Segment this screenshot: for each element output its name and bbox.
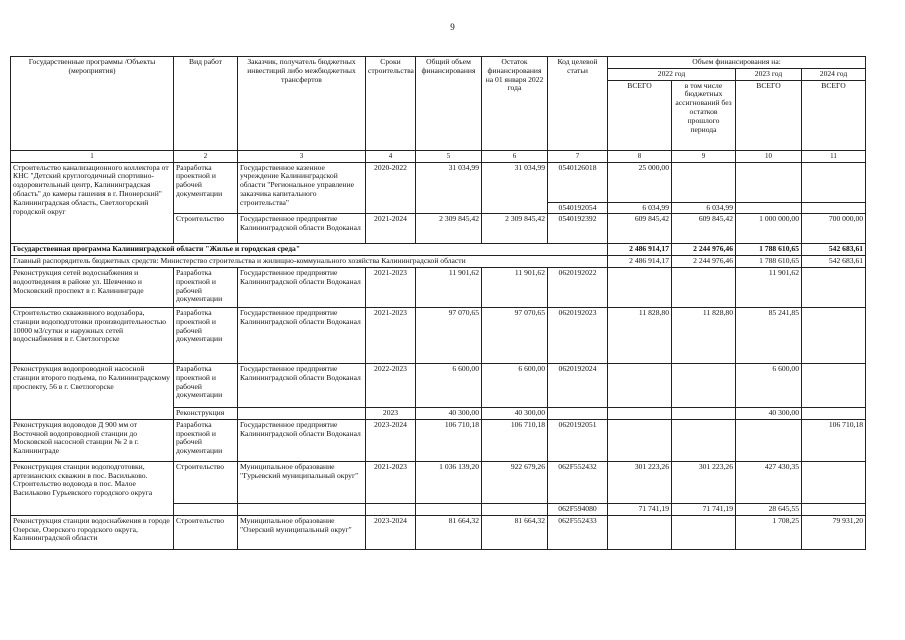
total-volume: 81 664,32: [416, 515, 482, 549]
total-volume: [416, 503, 482, 515]
customer: Государственное предприятие Калининградской области Водоканал: [238, 307, 366, 363]
column-number: 2: [174, 150, 238, 162]
program-label: Государственная программа Калининградской области "Жилье и городская среда": [11, 244, 608, 256]
column-number: 11: [802, 150, 866, 162]
target-code: 0620192051: [548, 419, 608, 461]
customer: Государственное предприятие Калининградской области Водоканал: [238, 267, 366, 307]
customer: Государственное казенное учреждение Калининградской области "Региональное управление заказчика капитального строительства": [238, 162, 366, 214]
value-2022-incl: 11 828,80: [672, 307, 736, 363]
value-2022-incl: [672, 267, 736, 307]
value-2022-incl: 71 741,19: [672, 503, 736, 515]
financing-table: [10, 56, 866, 550]
manager-total-row: [11, 256, 866, 268]
work-type: Разработка проектной и рабочей документации: [174, 363, 238, 407]
period: 2023: [366, 407, 416, 419]
table-row: [11, 162, 866, 202]
table-body: [11, 57, 866, 550]
header-total-2024: ВСЕГО: [802, 80, 866, 150]
total-volume: 6 600,00: [416, 363, 482, 407]
value-2023-total: 1 788 610,65: [736, 256, 802, 268]
column-number: 3: [238, 150, 366, 162]
header-period: Сроки строительства: [366, 57, 416, 151]
header-remaining: Остаток финансирования на 01 января 2022 года: [482, 57, 548, 151]
total-volume: 31 034,99: [416, 162, 482, 214]
customer: [238, 503, 366, 515]
column-number: 9: [672, 150, 736, 162]
value-2022-total: 2 486 914,17: [608, 244, 672, 256]
value-2022-total: [608, 515, 672, 549]
period: 2023-2024: [366, 515, 416, 549]
value-2023-total: 1 788 610,65: [736, 244, 802, 256]
object-name: Реконструкция водоводов Д 900 мм от Восточной водопроводной станции до Московской насосной станции № 2 в г. Калининграде: [11, 419, 174, 461]
value-2023-total: 40 300,00: [736, 407, 802, 419]
program-total-row: [11, 244, 866, 256]
table-row: [11, 515, 866, 549]
value-2023-total: 11 901,62: [736, 267, 802, 307]
total-volume: 2 309 845,42: [416, 214, 482, 244]
object-name: Реконструкция сетей водоснабжения и водоотведения в районе ул. Шевченко и Московский проспект в г. Калининграде: [11, 267, 174, 307]
work-type: Разработка проектной и рабочей документации: [174, 307, 238, 363]
period: 2020-2022: [366, 162, 416, 214]
value-2022-incl: 6 034,99: [672, 202, 736, 214]
remaining: 40 300,00: [482, 407, 548, 419]
work-type: Строительство: [174, 214, 238, 244]
target-code: [548, 407, 608, 419]
period: 2021-2023: [366, 267, 416, 307]
header-objects: Государственные программы /Объекты (мероприятия): [11, 57, 174, 151]
value-2022-incl: 609 845,42: [672, 214, 736, 244]
value-2022-incl: [672, 162, 736, 202]
value-2022-total: [608, 267, 672, 307]
value-2024-total: [802, 162, 866, 202]
value-2023-total: 427 430,35: [736, 461, 802, 503]
column-number: 7: [548, 150, 608, 162]
target-code: 062F594080: [548, 503, 608, 515]
value-2023-total: 1 000 000,00: [736, 214, 802, 244]
column-number-row: [11, 150, 866, 162]
target-code: 0620192024: [548, 363, 608, 407]
customer: Государственное предприятие Калининградской области Водоканал: [238, 214, 366, 244]
value-2023-total: [736, 202, 802, 214]
value-2022-total: 6 034,99: [608, 202, 672, 214]
header-year-2022: 2022 год: [608, 68, 736, 80]
header-code: Код целевой статьи: [548, 57, 608, 151]
value-2024-total: [802, 407, 866, 419]
value-2023-total: [736, 419, 802, 461]
total-volume: 40 300,00: [416, 407, 482, 419]
value-2024-total: [802, 503, 866, 515]
value-2022-total: [608, 419, 672, 461]
period: 2022-2023: [366, 363, 416, 407]
column-number: 8: [608, 150, 672, 162]
value-2024-total: [802, 307, 866, 363]
object-name: Строительство канализационного коллектора от КНС "Детский круглогодичный спортивно-оздоровительный центр, Калининградская область" до камеры гашения в г. Пионерский" Калининградская область, Светлогорский городской округ: [11, 162, 174, 244]
remaining: 106 710,18: [482, 419, 548, 461]
target-code: 062F552432: [548, 461, 608, 503]
value-2024-total: 106 710,18: [802, 419, 866, 461]
column-number: 4: [366, 150, 416, 162]
value-2024-total: 700 000,00: [802, 214, 866, 244]
remaining: 11 901,62: [482, 267, 548, 307]
table-row: [11, 267, 866, 307]
value-2023-total: 28 645,55: [736, 503, 802, 515]
object-name: Строительство скважинного водозабора, станции водоподготовки производительностью 10000 м3/сутки и наружных сетей водоснабжения в г. Светлогорске: [11, 307, 174, 363]
value-2022-total: 301 223,26: [608, 461, 672, 503]
value-2022-incl: [672, 419, 736, 461]
remaining: 31 034,99: [482, 162, 548, 214]
remaining: 2 309 845,42: [482, 214, 548, 244]
value-2023-total: [736, 162, 802, 202]
value-2024-total: [802, 202, 866, 214]
object-name: Реконструкция станции водоснабжения в городе Озерске, Озерского городского округа, Калининградской области: [11, 515, 174, 549]
table-row: [11, 363, 866, 407]
value-2022-incl: [672, 515, 736, 549]
table-row: [11, 419, 866, 461]
value-2022-total: 2 486 914,17: [608, 256, 672, 268]
value-2022-total: 25 000,00: [608, 162, 672, 202]
value-2024-total: 542 683,61: [802, 256, 866, 268]
remaining: 97 070,65: [482, 307, 548, 363]
total-volume: 106 710,18: [416, 419, 482, 461]
header-row: [11, 57, 866, 69]
value-2023-total: 6 600,00: [736, 363, 802, 407]
header-incl-2022: в том числе бюджетных ассигнований без остатков прошлого периода: [672, 80, 736, 150]
value-2024-total: [802, 267, 866, 307]
work-type: Разработка проектной и рабочей документации: [174, 419, 238, 461]
work-type: Разработка проектной и рабочей документации: [174, 162, 238, 214]
value-2024-total: [802, 363, 866, 407]
target-code: 0540126018: [548, 162, 608, 202]
target-code: 0620192022: [548, 267, 608, 307]
customer: Государственное предприятие Калининградской области Водоканал: [238, 419, 366, 461]
work-type: Реконструкция: [174, 407, 238, 419]
value-2024-total: [802, 461, 866, 503]
manager-label: Главный распорядитель бюджетных средств: Министерство строительства и жилищно-коммунального хозяйства Калининградской области: [11, 256, 608, 268]
target-code: 0540192054: [548, 202, 608, 214]
header-year-2024: 2024 год: [802, 68, 866, 80]
total-volume: 11 901,62: [416, 267, 482, 307]
header-total-volume: Общий объем финансирования: [416, 57, 482, 151]
value-2022-incl: [672, 407, 736, 419]
object-name: Реконструкция водопроводной насосной станции второго подъема, по Калининградскому проспекту, 56 в г. Светлогорске: [11, 363, 174, 419]
total-volume: 97 070,65: [416, 307, 482, 363]
header-year-2023: 2023 год: [736, 68, 802, 80]
value-2022-total: 11 828,80: [608, 307, 672, 363]
value-2024-total: 542 683,61: [802, 244, 866, 256]
value-2022-incl: 301 223,26: [672, 461, 736, 503]
work-type: Разработка проектной и рабочей документации: [174, 267, 238, 307]
target-code: 062F552433: [548, 515, 608, 549]
target-code: 0620192023: [548, 307, 608, 363]
remaining: [482, 503, 548, 515]
table-row: [11, 461, 866, 503]
period: 2021-2023: [366, 461, 416, 503]
column-number: 1: [11, 150, 174, 162]
work-type: Строительство: [174, 461, 238, 503]
value-2022-incl: 2 244 976,46: [672, 256, 736, 268]
value-2023-total: 85 241,85: [736, 307, 802, 363]
object-name: Реконструкция станции водоподготовки, артезианских скважин в пос. Васильково. Строительство водовода в пос. Малое Васильково Гурьевского городского округа: [11, 461, 174, 515]
customer: Муниципальное образование "Гурьевский муниципальный округ": [238, 461, 366, 503]
column-number: 10: [736, 150, 802, 162]
page-number: 9: [450, 22, 455, 32]
period: 2021-2024: [366, 214, 416, 244]
value-2022-total: [608, 363, 672, 407]
period: 2021-2023: [366, 307, 416, 363]
value-2022-total: [608, 407, 672, 419]
header-work-type: Вид работ: [174, 57, 238, 151]
remaining: 81 664,32: [482, 515, 548, 549]
header-customer: Заказчик, получатель бюджетных инвестиций либо межбюджетных трансфертов: [238, 57, 366, 151]
customer: Муниципальное образование "Озерский муниципальный округ": [238, 515, 366, 549]
value-2022-incl: 2 244 976,46: [672, 244, 736, 256]
remaining: 6 600,00: [482, 363, 548, 407]
header-total-2023: ВСЕГО: [736, 80, 802, 150]
header-funding: Объем финансирования на:: [608, 57, 866, 69]
table-row: [11, 307, 866, 363]
value-2022-total: 609 845,42: [608, 214, 672, 244]
period: 2023-2024: [366, 419, 416, 461]
value-2022-total: 71 741,19: [608, 503, 672, 515]
column-number: 5: [416, 150, 482, 162]
target-code: 0540192392: [548, 214, 608, 244]
remaining: 922 679,26: [482, 461, 548, 503]
work-type: Строительство: [174, 515, 238, 549]
total-volume: 1 036 139,20: [416, 461, 482, 503]
work-type: [174, 503, 238, 515]
value-2022-incl: [672, 363, 736, 407]
customer: [238, 407, 366, 419]
header-total-2022: ВСЕГО: [608, 80, 672, 150]
value-2023-total: 1 708,25: [736, 515, 802, 549]
customer: Государственное предприятие Калининградской области Водоканал: [238, 363, 366, 407]
value-2024-total: 79 931,20: [802, 515, 866, 549]
period: [366, 503, 416, 515]
column-number: 6: [482, 150, 548, 162]
